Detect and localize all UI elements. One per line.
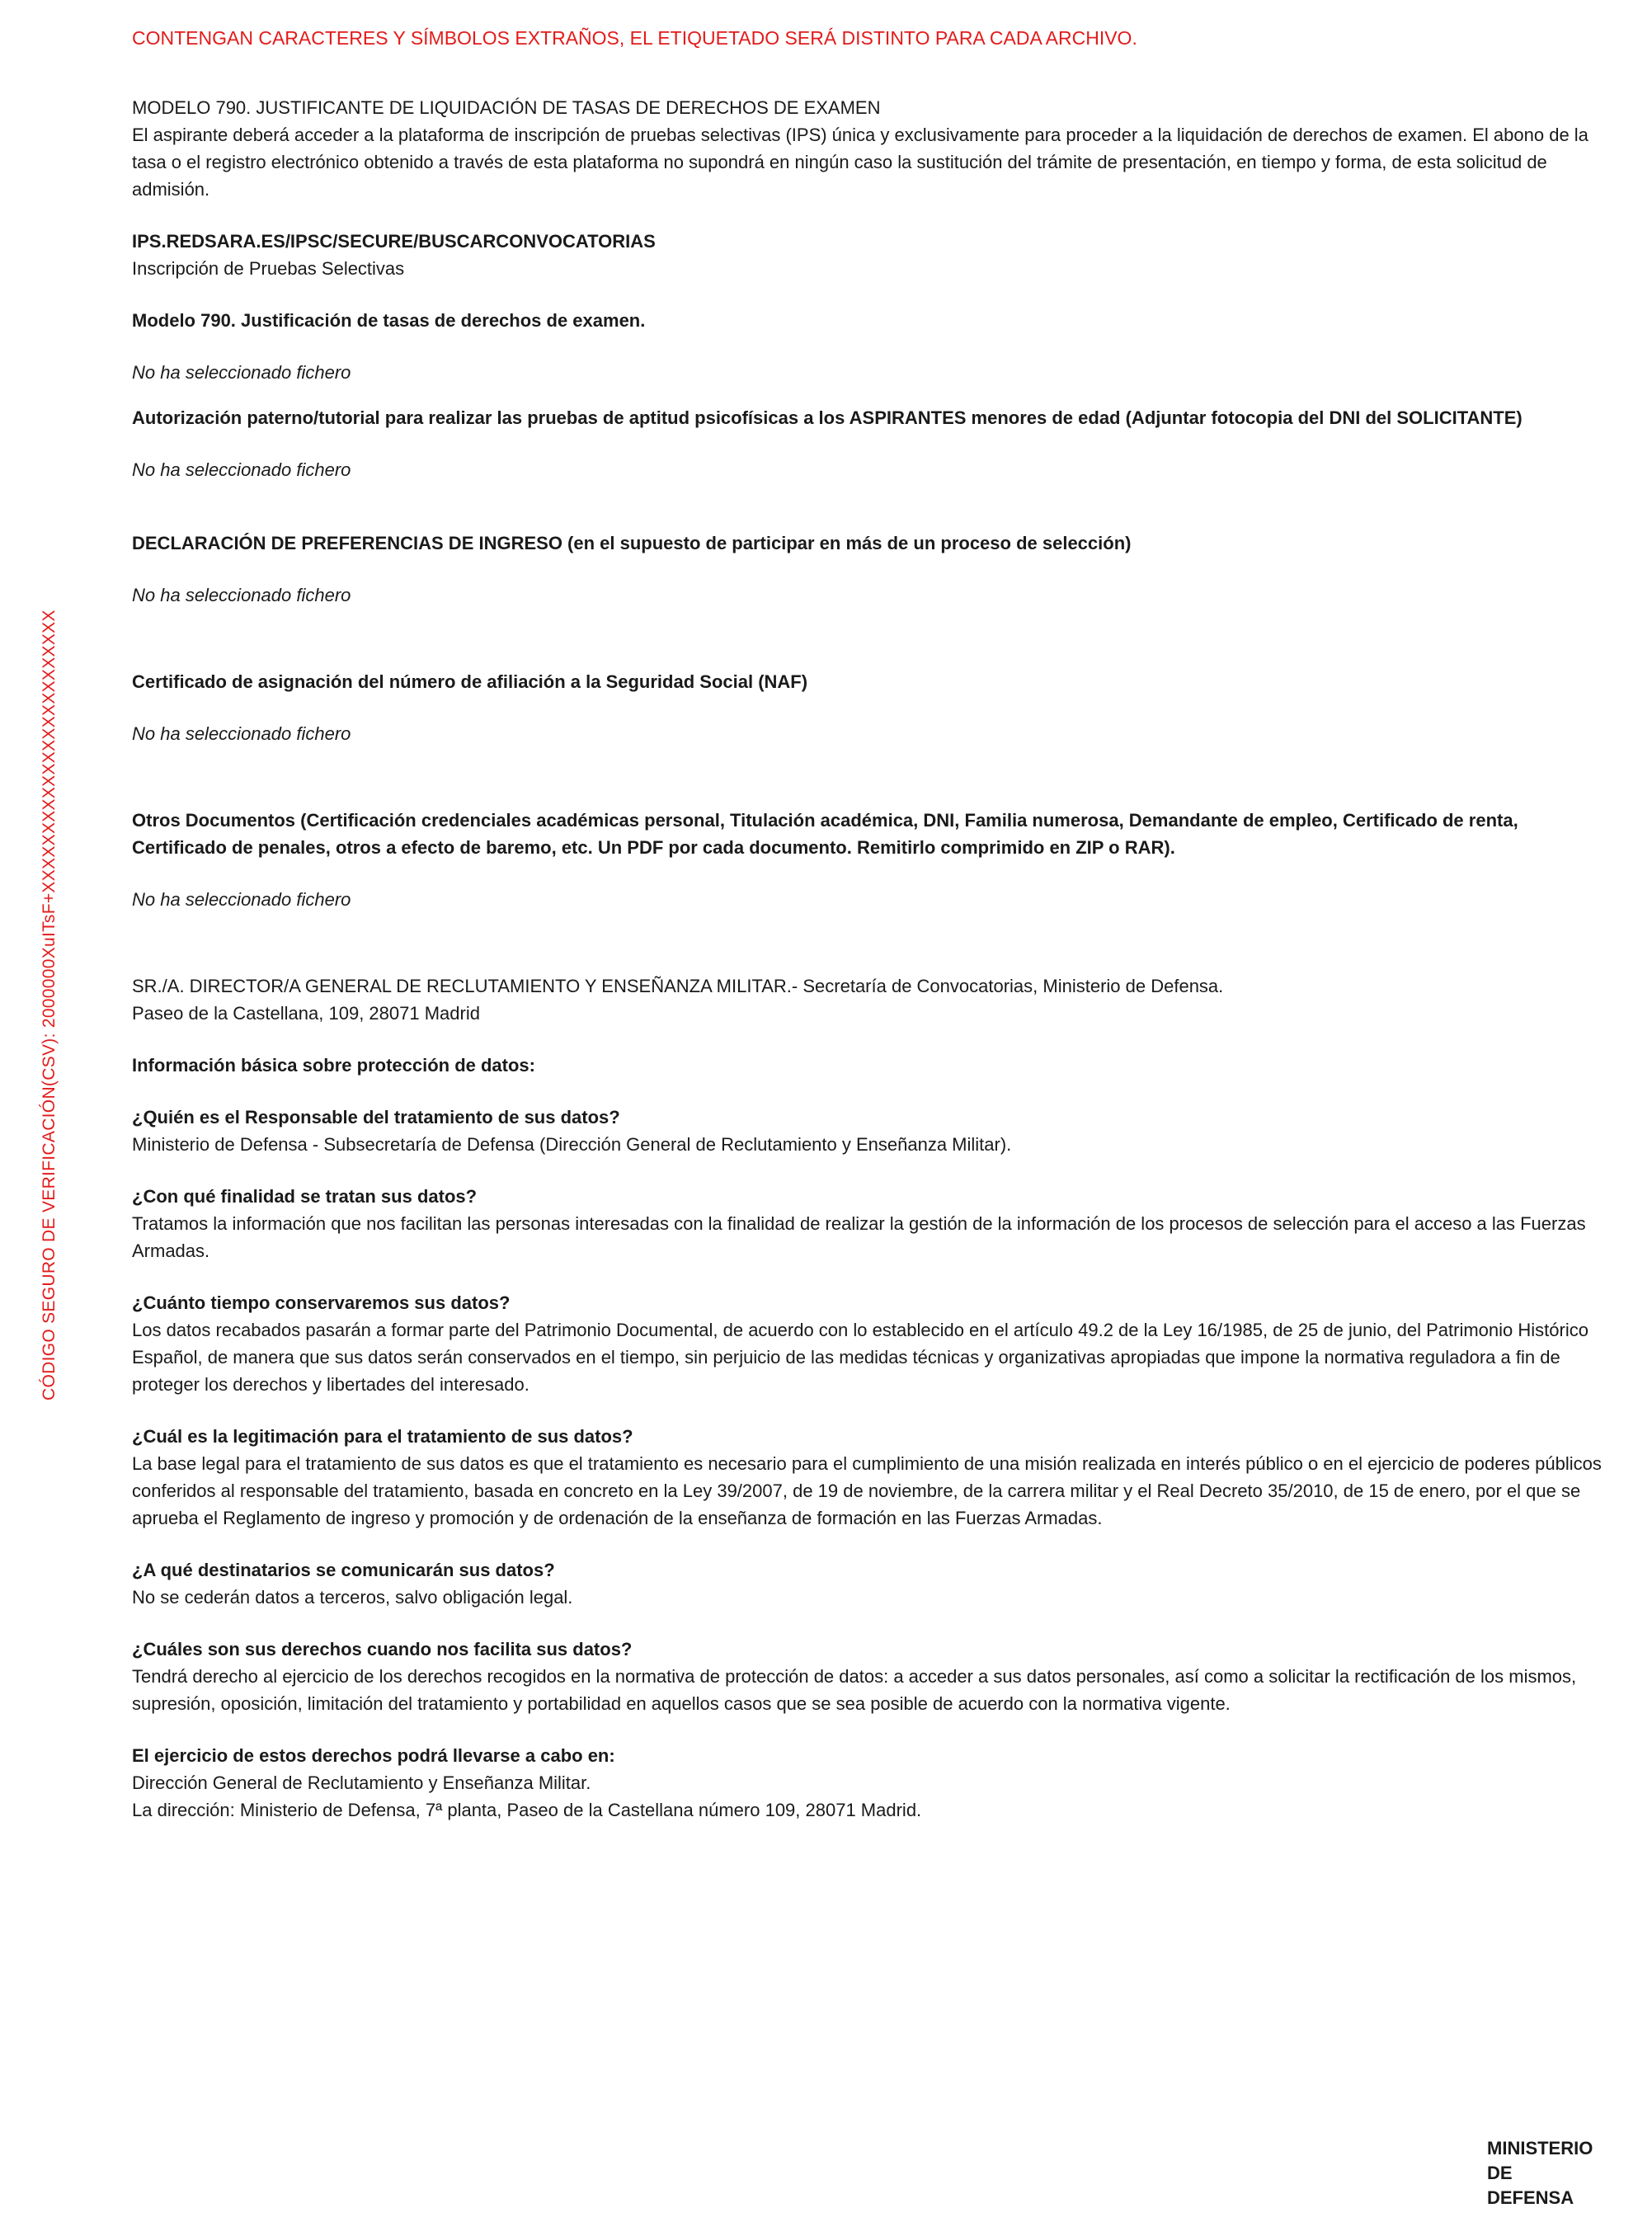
signature-line2: DE [1487, 2163, 1513, 2183]
ministry-signature [1487, 2136, 1593, 2210]
dp-question: ¿Con qué finalidad se tratan sus datos? [132, 1186, 478, 1207]
attachment-title: Modelo 790. Justificación de tasas de derechos de examen. [132, 310, 646, 331]
recipient-section [132, 972, 1617, 1027]
attachment-item [132, 307, 1617, 386]
recipient-line1: SR./A. DIRECTOR/A GENERAL DE RECLUTAMIENTO Y ENSEÑANZA MILITAR.- Secretaría de Convocatorias, Ministerio de Defensa. [132, 976, 1224, 996]
attachment-title: DECLARACIÓN DE PREFERENCIAS DE INGRESO (en el supuesto de participar en más de un proceso de selección) [132, 533, 1132, 553]
rights-line1: Dirección General de Reclutamiento y Enseñanza Militar. [132, 1772, 591, 1793]
dp-section [132, 1104, 1617, 1158]
signature-line3: DEFENSA [1487, 2187, 1574, 2208]
ips-label: Inscripción de Pruebas Selectivas [132, 258, 405, 279]
dp-question: ¿Cuál es la legitimación para el tratamiento de sus datos? [132, 1426, 633, 1447]
attachment-title: Otros Documentos (Certificación credenciales académicas personal, Titulación académica, DNI, Familia numerosa, Demandante de empleo, Certificado de renta, Certificado de penales, otros a efecto de baremo, etc. Un PDF por cada documento. Remitirlo comprimido en ZIP o RAR). [132, 810, 1518, 858]
file-status[interactable]: No ha seleccionado fichero [132, 585, 351, 605]
attachment-title: Autorización paterno/tutorial para realizar las pruebas de aptitud psicofísicas a los ASPIRANTES menores de edad (Adjuntar fotocopia del DNI del SOLICITANTE) [132, 407, 1523, 428]
rights-exercise-section [132, 1742, 1617, 1824]
attachment-item [132, 530, 1617, 609]
dp-answer: Ministerio de Defensa - Subsecretaría de Defensa (Dirección General de Reclutamiento y Enseñanza Militar). [132, 1134, 1012, 1155]
dp-question: ¿Quién es el Responsable del tratamiento de sus datos? [132, 1107, 620, 1127]
file-status[interactable]: No ha seleccionado fichero [132, 362, 351, 383]
dp-answer: Los datos recabados pasarán a formar parte del Patrimonio Documental, de acuerdo con lo establecido en el artículo 49.2 de la Ley 16/1985, de 25 de junio, del Patrimonio Histórico Español, de manera que sus datos serán conservados en el tiempo, sin perjuicio de las medidas técnicas y organizativas apropiadas que impone la normativa reguladora a fin de proteger los derechos y libertades del interesado. [132, 1320, 1588, 1395]
modelo790-section [132, 94, 1617, 203]
attachment-title: Certificado de asignación del número de afiliación a la Seguridad Social (NAF) [132, 671, 808, 692]
dp-answer: La base legal para el tratamiento de sus datos es que el tratamiento es necesario para el cumplimiento de una misión realizada en interés público o en el ejercicio de poderes públicos conferidos al responsable del tratamiento, basada en concreto en la Ley 39/2007, de 19 de noviembre, de la carrera militar y el Real Decreto 35/2010, de 15 de enero, por el que se aprueba el Reglamento de ingreso y promoción y de ordenación de la enseñanza de formación en las Fuerzas Armadas. [132, 1453, 1602, 1528]
verification-code: CÓDIGO SEGURO DE VERIFICACIÓN(CSV): 2000000XuITsF+XXXXXXXXXXXXXXXXXXXXXXXX [40, 610, 59, 1401]
signature-line1: MINISTERIO [1487, 2138, 1593, 2158]
document-page [132, 25, 1617, 1824]
ips-link[interactable]: IPS.REDSARA.ES/IPSC/SECURE/BUSCARCONVOCATORIAS [132, 231, 656, 252]
file-status[interactable]: No ha seleccionado fichero [132, 889, 351, 910]
file-status[interactable]: No ha seleccionado fichero [132, 723, 351, 744]
notice-text: CONTENGAN CARACTERES Y SÍMBOLOS EXTRAÑOS, EL ETIQUETADO SERÁ DISTINTO PARA CADA ARCHIVO. [132, 27, 1137, 49]
recipient-line2: Paseo de la Castellana, 109, 28071 Madrid [132, 1003, 480, 1024]
modelo790-title: MODELO 790. JUSTIFICANTE DE LIQUIDACIÓN DE TASAS DE DERECHOS DE EXAMEN [132, 97, 881, 118]
rights-heading: El ejercicio de estos derechos podrá llevarse a cabo en: [132, 1745, 615, 1766]
dp-answer: Tendrá derecho al ejercicio de los derechos recogidos en la normativa de protección de datos: a acceder a sus datos personales, así como a solicitar la rectificación de los mismos, supresión, oposición, limitación del tratamiento y portabilidad en aquellos casos que se sea posible de acuerdo con la normativa vigente. [132, 1666, 1577, 1714]
dp-question: ¿Cuánto tiempo conservaremos sus datos? [132, 1292, 511, 1313]
file-status[interactable]: No ha seleccionado fichero [132, 459, 351, 480]
attachment-item [132, 404, 1617, 483]
dp-section [132, 1556, 1617, 1611]
modelo790-body: El aspirante deberá acceder a la plataforma de inscripción de pruebas selectivas (IPS) única y exclusivamente para proceder a la liquidación de derechos de examen. El abono de la tasa o el registro electrónico obtenido a través de esta plataforma no supondrá en ningún caso la sustitución del trámite de presentación, en tiempo y forma, de esta solicitud de admisión. [132, 125, 1588, 200]
dp-section [132, 1423, 1617, 1532]
dp-section [132, 1289, 1617, 1398]
attachment-item [132, 668, 1617, 747]
dp-answer: Tratamos la información que nos facilitan las personas interesadas con la finalidad de realizar la gestión de la información de los procesos de selección para el acceso a las Fuerzas Armadas. [132, 1213, 1586, 1261]
dp-section [132, 1183, 1617, 1264]
dp-answer: No se cederán datos a terceros, salvo obligación legal. [132, 1587, 573, 1608]
data-protection-heading: Información básica sobre protección de datos: [132, 1055, 535, 1076]
dp-question: ¿Cuáles son sus derechos cuando nos facilita sus datos? [132, 1639, 633, 1659]
rights-line2: La dirección: Ministerio de Defensa, 7ª planta, Paseo de la Castellana número 109, 28071 Madrid. [132, 1800, 922, 1820]
dp-question: ¿A qué destinatarios se comunicarán sus datos? [132, 1560, 555, 1580]
attachment-item [132, 807, 1617, 913]
ips-section [132, 228, 1617, 282]
dp-section [132, 1636, 1617, 1717]
